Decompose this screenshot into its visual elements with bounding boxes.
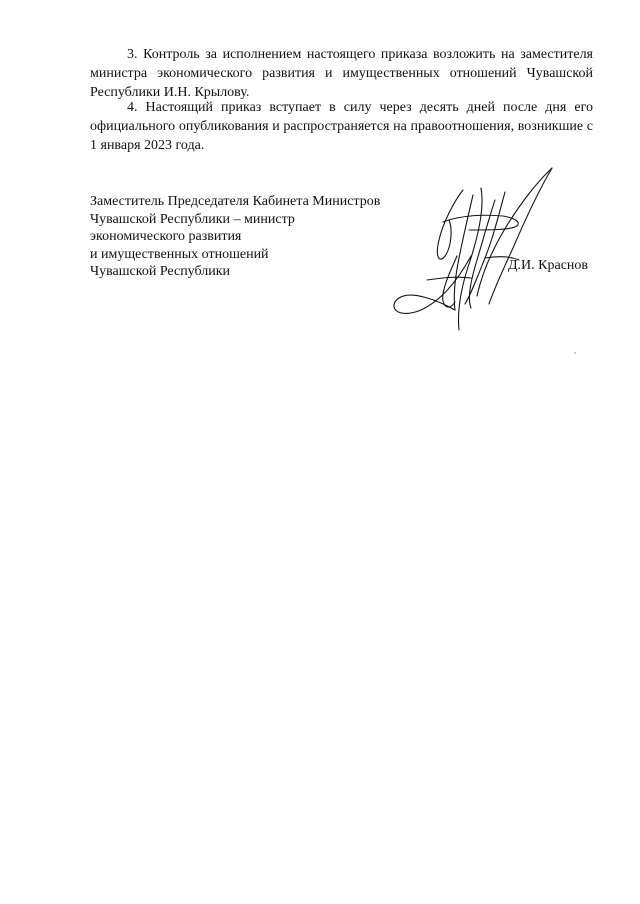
paragraph-item-4: 4. Настоящий приказ вступает в силу через десять дней после дня его официального опубликования и распространяется на правоотношения, возникшие с 1 января 2023 года.	[90, 100, 593, 153]
scan-speck	[574, 352, 576, 354]
position-line-4: и имущественных отношений	[90, 246, 269, 262]
position-line-2: Чувашской Республики – министр	[90, 211, 295, 227]
handwritten-signature	[385, 160, 575, 340]
position-line-5: Чувашской Республики	[90, 264, 231, 279]
paragraph-item-3: 3. Контроль за исполнением настоящего приказа возложить на заместителя министра экономического развития и имущественных отношений Чувашской Республики И.Н. Крылову.	[90, 47, 593, 100]
position-line-1: Заместитель Председателя Кабинета Министров	[90, 194, 381, 209]
signer-name: Д.И. Краснов	[508, 258, 589, 273]
position-line-3: экономического развития	[90, 229, 242, 244]
signatory-position	[90, 193, 410, 281]
